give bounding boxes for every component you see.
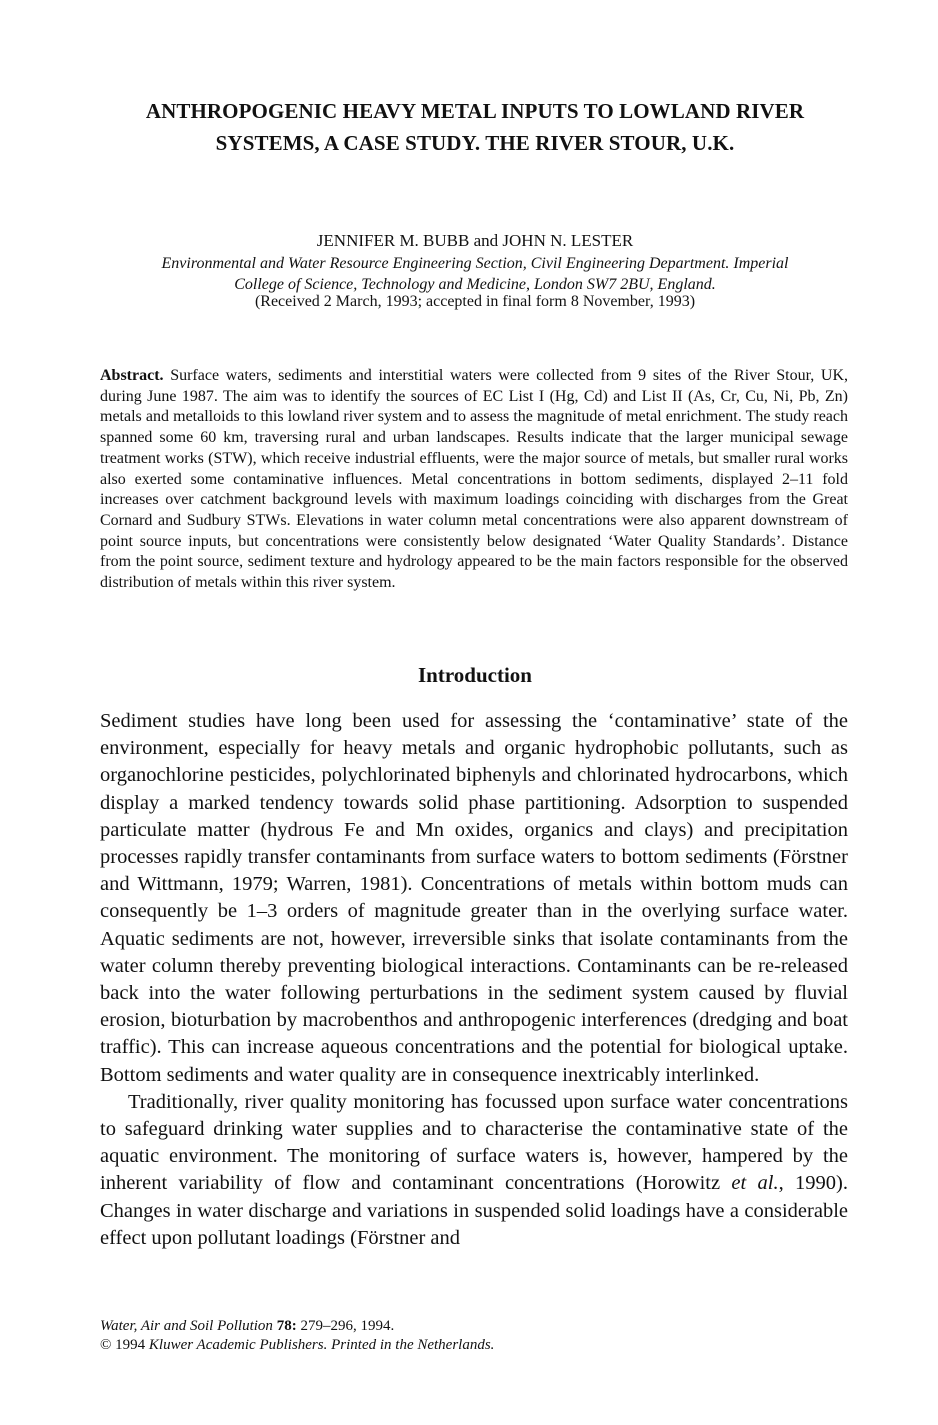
paper-title [100, 95, 850, 159]
abstract-text: Surface waters, sediments and interstitial waters were collected from 9 sites of the River Stour, UK, during June 1987. The aim was to identify the sources of EC List I (Hg, Cd) and List II (As, Cr, Cu, Ni, Pb, Zn) metals and metalloids to this lowland river system and to assess the magnitude of metal enrichment. The study reach spanned some 60 km, traversing rural and urban landscapes. Results indicate that the larger municipal sewage treatment works (STW), which receive industrial effluents, were the major source of metals, but smaller rural works also exerted some contaminative influences. Metal concentrations in bottom sediments, displayed 2–11 fold increases over catchment background levels with maximum loadings coinciding with discharges from the Great Cornard and Sudbury STWs. Elevations in water column metal concentrations were also apparent downstream of point source inputs, but concentrations were consistently below designated ‘Water Quality Standards’. Distance from the point source, sediment texture and hydrology appeared to be the main factors responsible for the observed distribution of metals within this river system. [100, 367, 849, 592]
affiliation-line-1: Environmental and Water Resource Engineering Section, Civil Engineering Department. Imperial [161, 255, 789, 272]
title-line-2: SYSTEMS, A CASE STUDY. THE RIVER STOUR, U.K. [215, 131, 735, 155]
journal-volume: 78: [276, 1318, 297, 1334]
title-line-1: ANTHROPOGENIC HEAVY METAL INPUTS TO LOWLAND RIVER [145, 99, 805, 123]
copyright-year: 1994 [115, 1337, 146, 1353]
citation-et-al: et al. [731, 1172, 779, 1195]
introduction-paragraph-1: Sediment studies have long been used for assessing the ‘contaminative’ state of the environment, especially for heavy metals and organic hydrophobic pollutants, such as organochlorine pesticides, polychlorinated biphenyls and chlorinated hydrocarbons, which display a marked tendency towards solid phase partitioning. Adsorption to suspended particulate matter (hydrous Fe and Mn oxides, organics and clays) and precipitation processes rapidly transfer contaminants from surface waters to bottom sediments (Förstner and Wittmann, 1979; Warren, 1981). Concentrations of metals within bottom muds can consequently be 1–3 orders of magnitude greater than in the overlying surface water. Aquatic sediments are not, however, irreversible sinks that isolate contaminants from the water column thereby preventing biological interactions. Contaminants can be re-released back into the water following perturbations in the sediment system caused by fluvial erosion, bioturbation by macrobenthos and anthropogenic interferences (dredging and boat traffic). This can increase aqueous concentrations and the potential for biological uptake. Bottom sediments and water quality are in consequence inextricably interlinked. [100, 710, 848, 1086]
introduction-paragraph-2 [100, 1089, 848, 1252]
copyright-line [100, 1336, 848, 1355]
abstract [100, 366, 848, 594]
journal-name: Water, Air and Soil Pollution [100, 1318, 273, 1334]
introduction-body [100, 708, 848, 1252]
author-list: JENNIFER M. BUBB and JOHN N. LESTER [316, 231, 634, 250]
journal-pages: 279–296, 1994. [300, 1318, 395, 1334]
affiliation [100, 253, 850, 295]
journal-citation [100, 1317, 848, 1336]
copyright-symbol: © [100, 1337, 112, 1353]
abstract-label: Abstract. [100, 367, 164, 384]
paragraph-2-text-a: Traditionally, river quality monitoring has focussed upon surface water concentrations to safeguard drinking water supplies and to characterise the contaminative state of the aquatic environment. The monitoring of surface waters is, however, hampered by the inherent variability of flow and contaminant concentrations (Horowitz [100, 1090, 848, 1195]
received-dates: (Received 2 March, 1993; accepted in final form 8 November, 1993) [254, 293, 696, 310]
page-footer [100, 1317, 848, 1355]
publisher: Kluwer Academic Publishers. Printed in the Netherlands. [148, 1337, 495, 1353]
section-heading-introduction: Introduction [418, 663, 532, 687]
affiliation-line-2: College of Science, Technology and Medicine, London SW7 2BU, England. [234, 276, 716, 293]
paragraph-2-text-b: , 1990). Changes in water discharge and variations in suspended solid loadings have a considerable effect upon pollutant loadings (Förstner and [100, 1172, 848, 1249]
